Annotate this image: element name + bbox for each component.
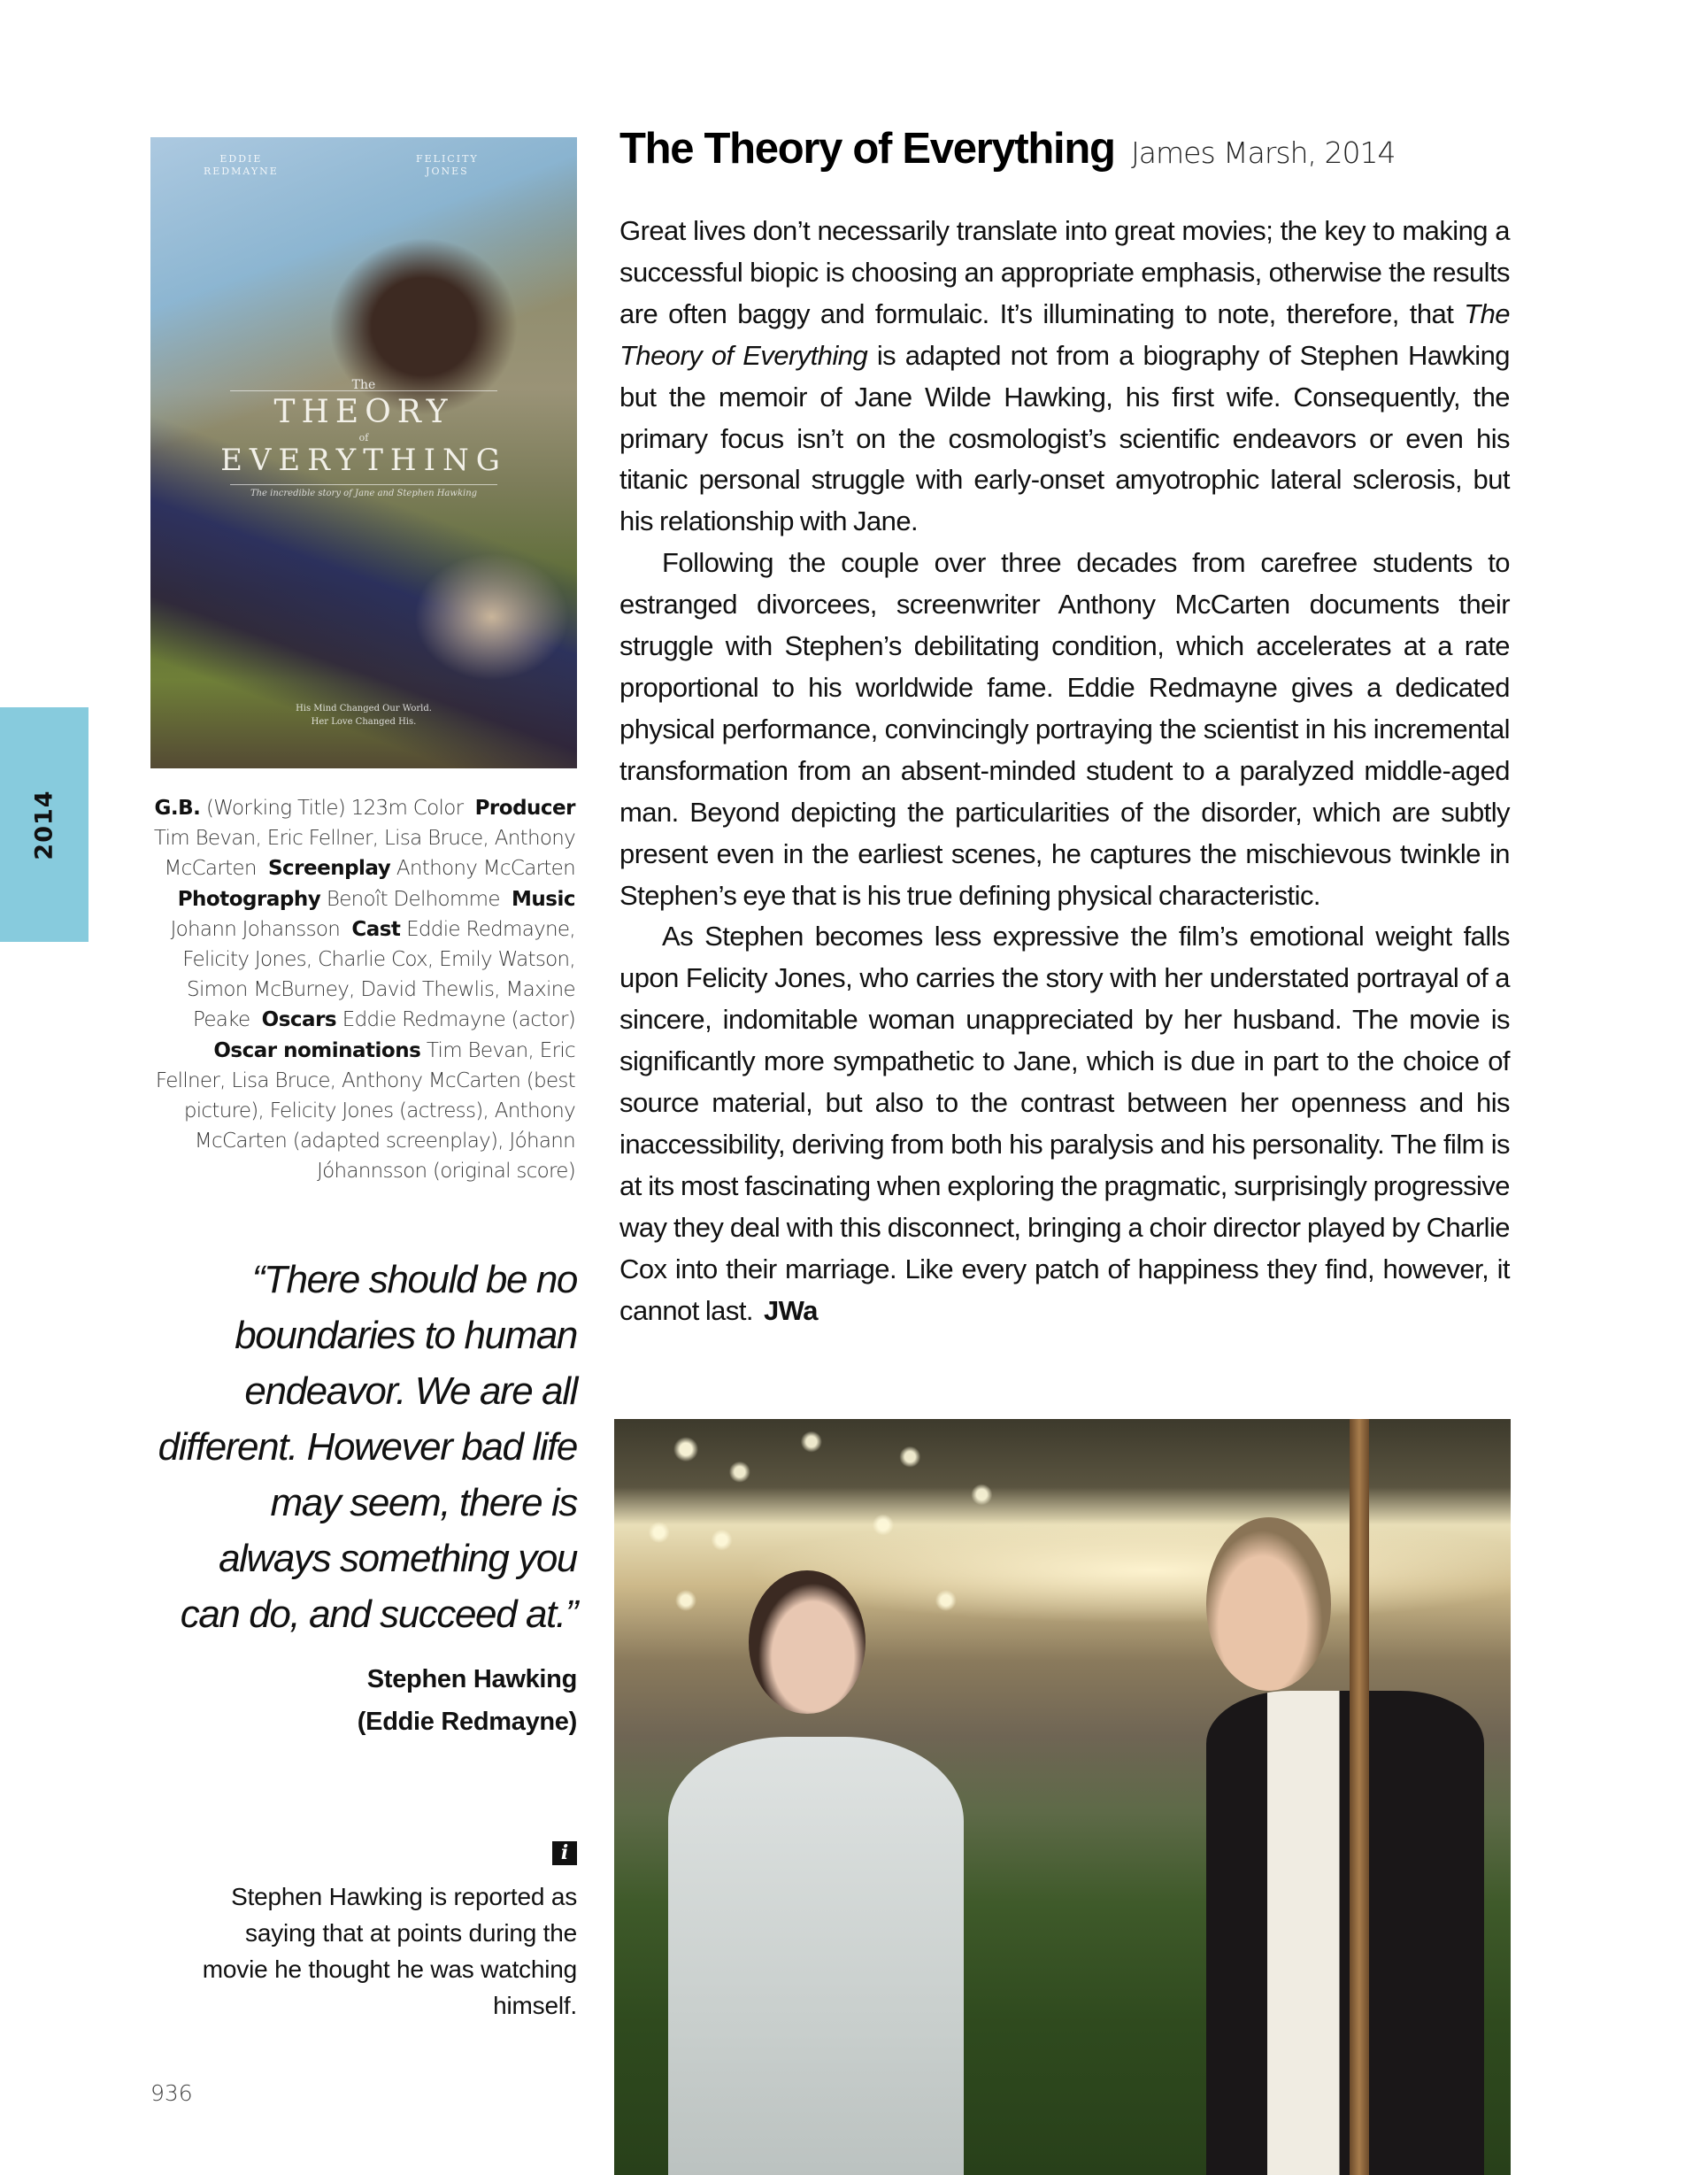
still-figure-woman [668, 1737, 964, 2175]
poster-title-line1: THEORY [273, 394, 454, 430]
article-byline: James Marsh, 2014 [1131, 135, 1396, 170]
poster-credit-left-line: EDDIE [219, 153, 263, 165]
poster-credit-left-line: REDMAYNE [204, 166, 279, 177]
poster-bottom-tagline [150, 702, 577, 729]
still-figure-man-head [1206, 1517, 1332, 1691]
still-tent-pole [1350, 1419, 1369, 2175]
year-tab [0, 707, 88, 942]
poster-tagline: The incredible story of Jane and Stephen Hawking [250, 489, 478, 498]
credit-photography: Benoît Delhomme [326, 887, 500, 911]
article-header [619, 124, 1395, 174]
poster-title-the: The [351, 378, 376, 392]
poster-bottom-line: His Mind Changed Our World. [296, 704, 432, 713]
movie-poster [150, 137, 577, 768]
credit-oscars: Eddie Redmayne (actor) [342, 1008, 575, 1032]
quote-attribution [150, 1658, 577, 1743]
credit-label-screenplay: Screenplay [267, 857, 391, 881]
credit-details: (Working Title) 123m Color [206, 797, 464, 820]
credit-label-photography: Photography [177, 887, 321, 911]
paragraph-text: As Stephen becomes less expressive the film’s emotional weight falls upon Felicity Jones, who carries the story with her understated portrayal of a sincere, indomitable woman unappreciated by her husband. The movie is significantly more sympathetic to Jane, which is due in part to the choice of source material, but also to the contrast between her openness and his inaccessibility, deriving from both his paralysis and his personality. The film is at its most fascinating when exploring the pragmatic, surprisingly progressive way they deal with this disconnect, bringing a choir director played by Charlie Cox into their marriage. Like every patch of happiness they find, however, it cannot last. [619, 921, 1510, 1326]
poster-title-of: of [358, 432, 369, 443]
paragraph-text: is adapted not from a biography of Stephen Hawking but the memoir of Jane Wilde Hawking, his first wife. Consequently, the primary focus isn’t on the cosmologist’s scientific endeavors or even his titanic personal struggle with early-onset amyotrophic lateral sclerosis, but his relationship with Jane. [619, 339, 1510, 537]
poster-title-line2: EVERYTHING [220, 443, 507, 478]
still-figure-man [1206, 1691, 1484, 2175]
page-number: 936 [150, 2080, 193, 2106]
article-paragraph [619, 211, 1510, 543]
credit-producer: Tim Bevan, Eric Fellner, Lisa Bruce, Anthony McCarten [153, 827, 575, 881]
article-paragraph: Following the couple over three decades from carefree students to estranged divorcees, screenwriter Anthony McCarten documents their struggle with Stephen’s debilitating condition, which accelerates at a rate proportional to his worldwide fame. Eddie Redmayne gives a dedicated physical performance, convincingly portraying the scientist in his incremental transformation from an absent-minded student to a paralyzed middle-aged man. Beyond depicting the particularities of the disorder, which are subtly present even in the earliest scenes, he captures the mischievous twinkle in Stephen’s eye that is his true defining physical characteristic. [619, 547, 1510, 911]
credit-cast: Eddie Redmayne, Felicity Jones, Charlie Cox, Emily Watson, Simon McBurney, David Thewlis, Maxine Peake [182, 917, 575, 1032]
pull-quote: “There should be no boundaries to human endeavor. We are all different. However bad life may seem, there is always something you can do, and succeed at.” [158, 1258, 577, 1636]
quote-speaker: Stephen Hawking [366, 1665, 577, 1693]
credit-label-country: G.B. [154, 797, 201, 820]
poster-credit-right-line: FELICITY [416, 153, 479, 165]
info-icon: i [552, 1841, 577, 1865]
article-title: The Theory of Everything [619, 125, 1115, 173]
credit-label-nominations: Oscar nominations [213, 1038, 421, 1062]
author-initials: JWa [763, 1294, 818, 1326]
poster-credit-right-line: JONES [426, 166, 469, 177]
credit-label-oscars: Oscars [261, 1008, 337, 1032]
still-figure-woman-head [749, 1570, 866, 1714]
credit-screenplay: Anthony McCarten [396, 857, 575, 881]
poster-rule [230, 484, 497, 485]
credit-label-music: Music [512, 887, 575, 911]
year-tab-label: 2014 [30, 789, 58, 860]
credit-label-cast: Cast [351, 917, 401, 941]
credit-music: Johann Johansson [170, 917, 341, 941]
trivia-text: Stephen Hawking is reported as saying that at points during the movie he thought he was watching himself. [202, 1883, 577, 2019]
article-paragraph [619, 916, 1510, 1331]
quote-actor: (Eddie Redmayne) [357, 1708, 577, 1736]
paragraph-text: Great lives don’t necessarily translate into great movies; the key to making a successful biopic is choosing an appropriate emphasis, otherwise the results are often baggy and formulaic. It’s illuminating to note, therefore, that [619, 215, 1510, 329]
poster-credit-right [416, 153, 479, 178]
poster-credit-left [204, 153, 279, 178]
film-still-photo [614, 1419, 1511, 2175]
poster-bottom-line: Her Love Changed His. [311, 717, 417, 727]
article-body [619, 211, 1510, 1331]
film-credits [142, 793, 575, 1187]
film-title-italic: The Theory of Everything [619, 297, 1510, 371]
credit-label-producer: Producer [474, 797, 575, 820]
credit-nominations: Tim Bevan, Eric Fellner, Lisa Bruce, Anthony McCarten (best picture), Felicity Jones (actress), Anthony McCarten (adapted screenplay), Jóhann Jóhannsson (original score) [155, 1038, 575, 1184]
